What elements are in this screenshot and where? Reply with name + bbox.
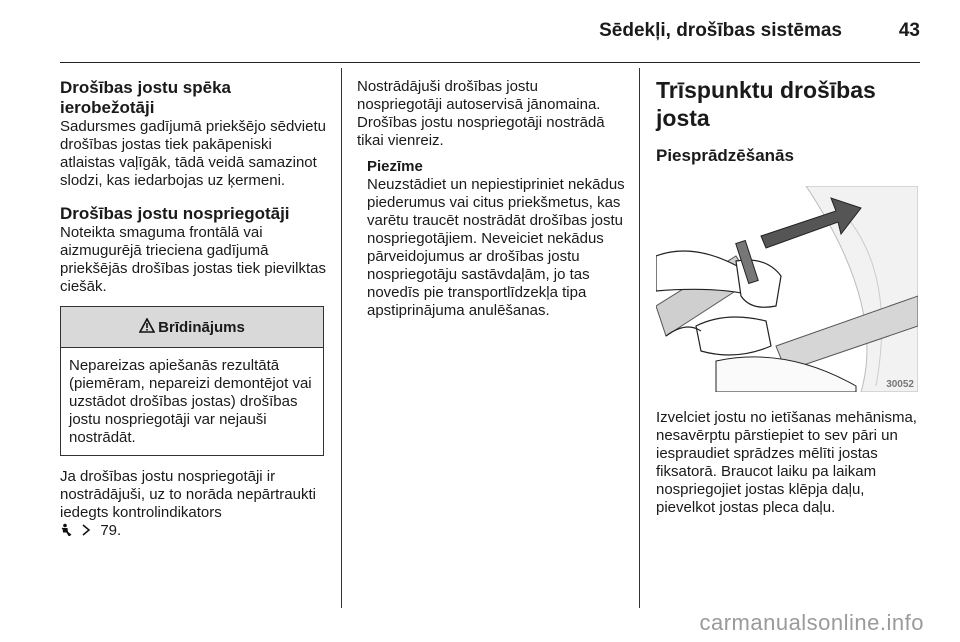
warning-triangle-icon [139,318,155,337]
seatbelt-illustration [656,186,918,392]
section-title-belt-pretensioners: Drošības jostu nospriegotāji [60,204,290,223]
column-divider [341,68,342,608]
fastening-instructions: Izvelciet jostu no ietīšanas mehānisma, nesavērptu pārstiepiet to sev pāri un iespraudiet sprādzes mēlīti jostas fiksatorā. Braucot laiku pa laikam nospriegojiet jostas klēpja daļu, pievelkot jostas pleca daļu. [656,409,917,516]
illustration-code: 30052 [886,379,914,390]
note-title: Piezīme [367,158,423,175]
page-reference-icon[interactable] [80,523,96,537]
section-text-belt-pretensioners: Noteikta smaguma frontālā vai aizmugurējā trieciena gadījumā priekšējās drošības jostas tiek pievilktas ciešāk. [60,224,326,295]
seatbelt-indicator-icon [60,523,76,537]
page-header [60,0,920,63]
note-text: Neuzstādiet un nepiestipriniet nekādus piederumus vai citus priekšmetus, kas varētu traucēt nostrādāt drošības jostu nospriegotājiem. Neveiciet nekādus pārveidojumus ar drošības jostu nospriegotāju sastāvdaļām, jo tas novedīs pie transportlīdzekļa tipa apstiprinājuma anulēšanas. [367,176,625,319]
column-divider [639,68,640,608]
column-middle [357,68,627,320]
subsection-title-fastening: Piesprādzēšanās [656,146,794,165]
watermark: carmanualsonline.info [699,610,924,635]
warning-header [61,307,323,348]
section-title-three-point-belt: Trīspunktu drošības josta [656,77,876,131]
section-title-belt-force-limiters: Drošības jostu spēka ierobežotāji [60,78,232,117]
reference-page[interactable]: 79. [100,522,122,539]
replacement-text: Nostrādājuši drošības jostu nospriegotāji autoservisā jānomaina. Drošības jostu nospriegotāji nostrādā tikai vienreiz. [357,78,605,149]
section-text-belt-force-limiters: Sadursmes gadījumā priekšējo sēdvietu drošības jostas tiek pakāpeniski atlaistas vaļīgāk, tādā veidā samazinot slodzi, kas iedarbojas uz ķermeni. [60,118,326,189]
warning-title: Brīdinājums [158,318,245,336]
indicator-text: Ja drošības jostu nospriegotāji ir nostrādājuši, uz to norāda nepārtraukti iedegts kontrolindikators [60,468,316,521]
warning-box [60,306,324,456]
warning-text: Nepareizas apiešanās rezultātā (piemēram, nepareizi demontējot vai uzstādot drošības jostas) drošības jostu nospriegotāji var nejauši nostrādāt. [69,357,312,446]
note-block [367,158,627,320]
column-right [656,68,920,517]
page-number: 43 [898,20,920,41]
chapter-title: Sēdekļi, drošības sistēmas [599,20,842,41]
indicator-paragraph [60,468,326,540]
column-left [60,68,326,540]
